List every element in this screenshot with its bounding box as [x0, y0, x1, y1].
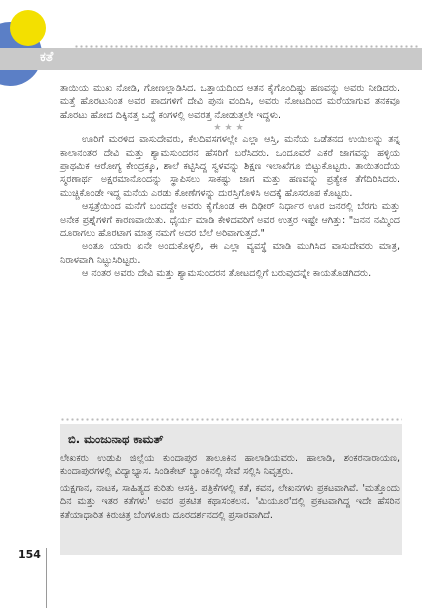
- author-name: ಬಿ. ಮಂಜುನಾಥ ಕಾಮತ್: [68, 432, 164, 446]
- section-title: ಕತೆ: [40, 50, 54, 65]
- story-paragraph: ಊರಿಗೆ ಮರಳಿದ ವಾಸುದೇವರು, ಕೆಲದಿವಸಗಳಲ್ಲೇ ಎಲ್ಲಾ ಆಸ್ತಿ, ಮನೆಯ ಒಡೆತನದ ಉಯಿಲನ್ನು ತನ್ನ ಕಾಲಾನಂತರ ದೇವಿ ಮತ್ತು ಶ್ಯಾಮಸುಂದರನ ಹೆಸರಿಗೆ ಬರೆಸಿದರು. ಒಂದೂವರೆ ಎಕರೆ ಜಾಗವನ್ನು ಹಳ್ಳಿಯ ಪ್ರಾಥಮಿಕ ಆರೋಗ್ಯ ಕೇಂದ್ರಕ್ಕೂ, ಶಾಲೆ ಕಟ್ಟಿಸಿದ್ದ ಸ್ವಳವನ್ನು ಶಿಕ್ಷಣ ಇಲಾಖೆಗೂ ಬಿಟ್ಟುಕೊಟ್ಟರು. ತಾಯಿತಂದೆಯ ಸ್ಮರಣಾರ್ಥ ಅಕ್ಷರಮಾನೊಂದನ್ನು ಸ್ಥಾಪಿಸಲು ಸಾಕಷ್ಟು ಜಾಗ ಮತ್ತು ಹಣವನ್ನು ಪ್ರತ್ಯೇಕ ತೆಗೆದಿರಿಸಿದರು. ಮುಚ್ಚಿಕೊಂಡೇ ಇದ್ದ ಮನೆಯ ಎರಡು ಕೋಣೆಗಳನ್ನು ದುರಸ್ತಿಗೊಳಿಸಿ ಅದಕ್ಕೆ ಹೊಸರೂಪ ಕೊಟ್ಟರು.: [60, 134, 400, 199]
- story-paragraph: ಆಸ್ಪತ್ರೆಯಿಂದ ಮನೆಗೆ ಬಂದದ್ದೇ ಅವರು ಕೈಗೊಂಡ ಈ ದಿಢೀರ್ ನಿರ್ಧಾರ ಊರ ಜನರಲ್ಲಿ ಬೆರಗು ಮತ್ತು ಅನೇಕ ಪ್ರಶ್ನೆಗಳಿಗೆ ಕಾರಣವಾಯಿತು. ಧೈರ್ಯ ಮಾಡಿ ಕೇಳಿದವರಿಗೆ ಅವರ ಉತ್ತರ ಇಷ್ಟೇ ಆಗಿತ್ತು: "ಜನನ ನಮ್ಮಿಂದ ದೂರಾಗಲು ಹೊರಟಾಗ ಮಾತ್ರ ನಮಗೆ ಅದರ ಬೆಲೆ ಅರಿವಾಗುತ್ತದೆ.": [60, 201, 400, 240]
- footer-divider-line: [46, 548, 47, 608]
- story-paragraph: ಅಂತೂ ಯಾರು ಏನೇ ಅಂದುಕೊಳ್ಳಲಿ, ಈ ಎಲ್ಲಾ ವ್ಯವಸ್ಥೆ ಮಾಡಿ ಮುಗಿಸಿದ ವಾಸುದೇವರು ಮಾತ್ರ, ನಿರಾಳವಾಗಿ ನಿಟ್ಟುಸಿರಿಟ್ಟರು.: [60, 241, 400, 266]
- story-paragraph: ತಾಯಿಯ ಮುಖ ನೋಡಿ, ಗೋಣಲ್ಲಾಡಿಸಿದ. ಒತ್ತಾಯದಿಂದ ಆತನ ಕೈಗೊಂದಿಷ್ಟು ಹಣವನ್ನು ಅವರು ನೀಡಿದರು. ಮತ್ತೆ ಹೊರಟುನಿಂತ ಅವರ ಪಾದಗಳಿಗೆ ದೇವಿ ಪುನಃ ವಂದಿಸಿ, ಅವರು ನೋಟದಿಂದ ಮರೆಯಾಗುವ ತನಕವೂ ಹೊರಟು ಹೋದ ದಿಕ್ಕಿನತ್ತ ಒದ್ದೆ ಕಂಗಳಲ್ಲಿ ಅವರತ್ತ ನೋಡುತ್ತಲೇ ಇದ್ದಳು.: [60, 83, 400, 121]
- story-text: [60, 82, 400, 281]
- author-bio-paragraph: ಯಕ್ಷಗಾನ, ನಾಟಕ, ಸಾಹಿತ್ಯದ ಕುರಿತು ಆಸಕ್ತಿ. ಪತ್ರಿಕೆಗಳಲ್ಲಿ ಕತೆ, ಕವನ, ಲೇಖನಗಳು ಪ್ರಕಟವಾಗಿವೆ. 'ಮತ್ತೊಂದು ದಿನ ಮತ್ತು ಇತರ ಕತೆಗಳು' ಅವರ ಪ್ರಕಟಿತ ಕಥಾಸಂಕಲನ. 'ಮಿಯೂರ'ದಲ್ಲಿ ಪ್ರಕಟವಾಗಿದ್ದ ಇದೇ ಹೆಸರಿನ ಕತೆಯಾಧಾರಿತ ಕಿರುಚಿತ್ರ ಬೆಂಗಳೂರು ದೂರದರ್ಶನದಲ್ಲಿ ಪ್ರಸಾರವಾಗಿದೆ.: [60, 482, 400, 521]
- author-bio-paragraph: ಲೇಖಕರು ಉಡುಪಿ ಜಿಲ್ಲೆಯ ಕುಂದಾಪುರ ತಾಲೂಕಿನ ಹಾಲಾಡಿಯವರು. ಹಾಲಾಡಿ, ಶಂಕರನಾರಾಯಣ, ಕುಂದಾಪುರಗಳಲ್ಲಿ ವಿದ್ಯಾಭ್ಯಾಸ. ಸಿಂಡಿಕೇಟ್ ಬ್ಯಾಂಕಿನಲ್ಲಿ ಸೇವೆ ಸಲ್ಲಿಸಿ ನಿವೃತ್ತರು.: [60, 453, 400, 478]
- section-header-bar: [0, 48, 422, 70]
- author-dotted-separator: [60, 418, 402, 421]
- decorative-circle-yellow: [10, 10, 46, 46]
- author-bio: [60, 452, 400, 525]
- story-paragraph: ಆ ನಂತರ ಅವರು ದೇವಿ ಮತ್ತು ಶ್ಯಾಮಸುಂದರನ ತೋಟದಲ್ಲಿಗೆ ಬರುವುದನ್ನೇ ಕಾಯತೊಡಗಿದರು.: [82, 268, 372, 280]
- page-number: 154: [18, 548, 41, 561]
- section-break-stars: ★★★: [213, 123, 247, 134]
